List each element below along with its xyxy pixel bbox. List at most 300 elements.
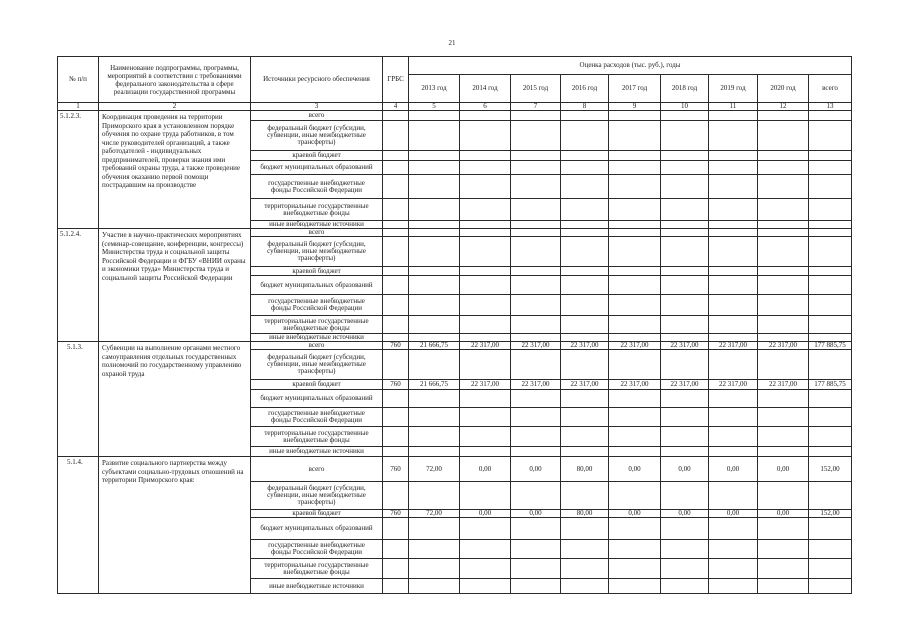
item-name-cell xyxy=(99,229,251,342)
year-value-cell xyxy=(709,121,758,151)
year-value-cell xyxy=(709,276,758,295)
year-value-cell xyxy=(460,540,511,559)
year-value-cell: 0,00 xyxy=(511,510,561,518)
year-value-cell xyxy=(409,267,460,276)
funding-source-cell: иные внебюджетные источники xyxy=(251,579,383,594)
funding-source-cell: краевой бюджет xyxy=(251,380,383,390)
item-number-cell: 5.1.2.4. xyxy=(58,229,99,342)
funding-source-cell: иные внебюджетные источники xyxy=(251,447,383,457)
year-value-cell xyxy=(460,111,511,121)
year-value-cell xyxy=(511,390,561,408)
year-value-cell: 21 666,75 xyxy=(409,342,460,350)
year-value-cell xyxy=(709,518,758,540)
year-value-cell xyxy=(409,518,460,540)
year-value-cell xyxy=(609,199,661,221)
year-value-cell xyxy=(709,267,758,276)
year-value-cell xyxy=(561,427,609,447)
year-value-cell xyxy=(758,237,809,267)
year-value-cell xyxy=(511,316,561,334)
year-value-cell xyxy=(758,175,809,199)
year-value-cell xyxy=(709,151,758,161)
year-value-cell xyxy=(460,518,511,540)
year-value-cell xyxy=(460,447,511,457)
year-value-cell xyxy=(460,151,511,161)
year-value-cell: 22 317,00 xyxy=(460,380,511,390)
column-number: 1 xyxy=(58,103,99,111)
total-value-cell xyxy=(809,408,852,427)
year-value-cell xyxy=(758,161,809,175)
year-value-cell xyxy=(460,175,511,199)
year-value-cell xyxy=(511,151,561,161)
funding-source-cell: государственные внебюджетные фонды Российской Федерации xyxy=(251,408,383,427)
total-value-cell xyxy=(809,161,852,175)
year-value-cell xyxy=(709,221,758,229)
year-value-cell xyxy=(709,540,758,559)
year-value-cell xyxy=(609,229,661,237)
item-name-text: Координация проведения на территории Приморского края в установленном порядке обучения по охране труда работников, в том числе руководителей организаций, а также работодателей - индивидуальных предпринимателей, проверки знания ими требований охраны труда, а также проведение обучения оказанию первой помощи пострадавшим на производстве xyxy=(102,113,240,189)
year-value-cell xyxy=(409,350,460,380)
year-value-cell xyxy=(460,408,511,427)
year-value-cell xyxy=(609,559,661,579)
year-value-cell xyxy=(511,199,561,221)
year-value-cell xyxy=(661,121,709,151)
year-value-cell xyxy=(561,350,609,380)
year-value-cell: 0,00 xyxy=(460,457,511,482)
year-value-cell xyxy=(609,579,661,594)
year-value-cell xyxy=(460,161,511,175)
year-value-cell xyxy=(709,482,758,510)
grbs-cell xyxy=(383,540,409,559)
year-value-cell xyxy=(609,390,661,408)
funding-source-cell: иные внебюджетные источники xyxy=(251,221,383,229)
grbs-cell xyxy=(383,161,409,175)
year-value-cell xyxy=(609,295,661,316)
year-value-cell xyxy=(709,229,758,237)
year-value-cell xyxy=(409,408,460,427)
year-value-cell xyxy=(709,350,758,380)
year-value-cell xyxy=(709,579,758,594)
item-name-cell xyxy=(99,457,251,594)
year-value-cell xyxy=(511,111,561,121)
year-value-cell xyxy=(661,408,709,427)
funding-source-cell: бюджет муниципальных образований xyxy=(251,276,383,295)
year-value-cell xyxy=(758,229,809,237)
total-value-cell xyxy=(809,221,852,229)
year-value-cell: 21 666,75 xyxy=(409,380,460,390)
funding-source-cell: иные внебюджетные источники xyxy=(251,334,383,342)
year-value-cell xyxy=(561,121,609,151)
total-value-cell xyxy=(809,427,852,447)
year-value-cell xyxy=(758,540,809,559)
year-value-cell xyxy=(609,540,661,559)
year-value-cell xyxy=(609,482,661,510)
table-body xyxy=(58,111,852,594)
grbs-cell xyxy=(383,199,409,221)
total-value-cell xyxy=(809,559,852,579)
column-number: 7 xyxy=(511,103,561,111)
year-value-cell xyxy=(561,295,609,316)
year-value-cell xyxy=(709,199,758,221)
year-value-cell xyxy=(409,199,460,221)
header-year: 2014 год xyxy=(460,75,511,103)
funding-source-cell: краевой бюджет xyxy=(251,151,383,161)
total-value-cell xyxy=(809,295,852,316)
table-row xyxy=(58,457,852,482)
grbs-cell xyxy=(383,229,409,237)
year-value-cell: 22 317,00 xyxy=(561,342,609,350)
year-value-cell: 22 317,00 xyxy=(758,380,809,390)
year-value-cell xyxy=(661,350,709,380)
year-value-cell xyxy=(561,161,609,175)
total-value-cell: 152,00 xyxy=(809,510,852,518)
year-value-cell xyxy=(609,350,661,380)
item-name-text: Развитие социального партнерства между субъектами социально-трудовых отношений на территории Приморского края: xyxy=(102,459,244,484)
funding-source-cell: государственные внебюджетные фонды Российской Федерации xyxy=(251,175,383,199)
grbs-cell xyxy=(383,121,409,151)
year-value-cell xyxy=(511,276,561,295)
grbs-cell xyxy=(383,111,409,121)
total-value-cell xyxy=(809,199,852,221)
grbs-cell xyxy=(383,267,409,276)
year-value-cell xyxy=(609,408,661,427)
year-value-cell xyxy=(460,276,511,295)
header-year: 2018 год xyxy=(661,75,709,103)
year-value-cell xyxy=(709,161,758,175)
year-value-cell xyxy=(609,316,661,334)
year-value-cell xyxy=(409,295,460,316)
year-value-cell xyxy=(609,237,661,267)
year-value-cell xyxy=(661,482,709,510)
year-value-cell xyxy=(758,482,809,510)
funding-source-cell: бюджет муниципальных образований xyxy=(251,390,383,408)
funding-source-cell: всего xyxy=(251,457,383,482)
year-value-cell xyxy=(460,267,511,276)
grbs-cell xyxy=(383,390,409,408)
year-value-cell xyxy=(460,237,511,267)
grbs-cell xyxy=(383,276,409,295)
grbs-cell xyxy=(383,579,409,594)
item-name-text: Участие в научно-практических мероприятиях (семинар-совещание, конференции, конгрессы) Министерства труда и социальной защиты Российской Федерации и ФГБУ «ВНИИ охраны и экономики труда» Министерства труда и социальной защиты Российской Федерации xyxy=(102,231,246,282)
year-value-cell xyxy=(661,518,709,540)
year-value-cell xyxy=(511,161,561,175)
year-value-cell: 22 317,00 xyxy=(561,380,609,390)
year-value-cell: 72,00 xyxy=(409,510,460,518)
year-value-cell xyxy=(758,111,809,121)
year-value-cell xyxy=(511,221,561,229)
year-value-cell xyxy=(409,111,460,121)
year-value-cell xyxy=(409,276,460,295)
year-value-cell xyxy=(460,316,511,334)
funding-source-cell: федеральный бюджет (субсидии, субвенции, иные межбюджетные трансферты) xyxy=(251,121,383,151)
column-number: 6 xyxy=(460,103,511,111)
total-value-cell xyxy=(809,237,852,267)
year-value-cell xyxy=(460,579,511,594)
year-value-cell: 0,00 xyxy=(758,457,809,482)
year-value-cell xyxy=(758,447,809,457)
year-value-cell xyxy=(460,390,511,408)
year-value-cell xyxy=(661,427,709,447)
year-value-cell xyxy=(709,390,758,408)
funding-source-cell: федеральный бюджет (субсидии, субвенции, иные межбюджетные трансферты) xyxy=(251,482,383,510)
year-value-cell: 0,00 xyxy=(609,457,661,482)
year-value-cell xyxy=(409,221,460,229)
header-item-name: Наименование подпрограммы, программы, мероприятий в соответствии с требованиями федерального законодательства в сфере реализации государственной программы xyxy=(99,57,251,103)
grbs-cell xyxy=(383,175,409,199)
year-value-cell: 80,00 xyxy=(561,510,609,518)
year-value-cell xyxy=(409,237,460,267)
year-value-cell xyxy=(661,540,709,559)
total-value-cell xyxy=(809,316,852,334)
year-value-cell xyxy=(661,390,709,408)
year-value-cell xyxy=(409,229,460,237)
header-year: 2020 год xyxy=(758,75,809,103)
year-value-cell xyxy=(609,427,661,447)
year-value-cell xyxy=(511,482,561,510)
total-value-cell: 177 885,75 xyxy=(809,342,852,350)
item-number-cell: 5.1.4. xyxy=(58,457,99,594)
total-value-cell xyxy=(809,121,852,151)
grbs-cell: 760 xyxy=(383,510,409,518)
resource-table xyxy=(57,56,852,594)
year-value-cell xyxy=(561,579,609,594)
header-estimate: Оценка расходов (тыс. руб.), годы xyxy=(409,57,852,75)
year-value-cell xyxy=(511,229,561,237)
header-source: Источники ресурсного обеспечения xyxy=(251,57,383,103)
header-year: 2017 год xyxy=(609,75,661,103)
year-value-cell xyxy=(661,559,709,579)
year-value-cell xyxy=(609,151,661,161)
year-value-cell xyxy=(758,221,809,229)
year-value-cell xyxy=(409,540,460,559)
year-value-cell xyxy=(561,276,609,295)
total-value-cell xyxy=(809,229,852,237)
funding-source-cell: всего xyxy=(251,111,383,121)
column-number: 10 xyxy=(661,103,709,111)
column-number: 3 xyxy=(251,103,383,111)
header-row xyxy=(58,57,852,75)
funding-source-cell: краевой бюджет xyxy=(251,267,383,276)
year-value-cell xyxy=(609,447,661,457)
table-row xyxy=(58,111,852,121)
year-value-cell xyxy=(561,518,609,540)
year-value-cell xyxy=(511,175,561,199)
year-value-cell xyxy=(661,447,709,457)
year-value-cell xyxy=(661,175,709,199)
year-value-cell: 0,00 xyxy=(609,510,661,518)
year-value-cell xyxy=(758,518,809,540)
year-value-cell xyxy=(409,390,460,408)
year-value-cell xyxy=(409,482,460,510)
year-value-cell xyxy=(661,151,709,161)
year-value-cell xyxy=(511,121,561,151)
funding-source-cell: всего xyxy=(251,342,383,350)
year-value-cell xyxy=(511,350,561,380)
year-value-cell xyxy=(511,427,561,447)
year-value-cell xyxy=(561,175,609,199)
funding-source-cell: территориальные государственные внебюджетные фонды xyxy=(251,559,383,579)
year-value-cell: 0,00 xyxy=(511,457,561,482)
grbs-cell xyxy=(383,151,409,161)
year-value-cell xyxy=(460,559,511,579)
column-number: 13 xyxy=(809,103,852,111)
year-value-cell xyxy=(661,316,709,334)
column-number: 9 xyxy=(609,103,661,111)
header-year: 2019 год xyxy=(709,75,758,103)
year-value-cell xyxy=(661,579,709,594)
year-value-cell xyxy=(609,518,661,540)
table-header xyxy=(58,57,852,111)
year-value-cell xyxy=(709,447,758,457)
year-value-cell xyxy=(561,151,609,161)
year-value-cell: 22 317,00 xyxy=(511,380,561,390)
year-value-cell xyxy=(758,316,809,334)
item-name-cell xyxy=(99,342,251,457)
grbs-cell: 760 xyxy=(383,457,409,482)
year-value-cell xyxy=(561,267,609,276)
grbs-cell: 760 xyxy=(383,380,409,390)
year-value-cell xyxy=(409,579,460,594)
funding-source-cell: федеральный бюджет (субсидии, субвенции, иные межбюджетные трансферты) xyxy=(251,350,383,380)
year-value-cell xyxy=(460,121,511,151)
total-value-cell xyxy=(809,276,852,295)
year-value-cell: 22 317,00 xyxy=(609,380,661,390)
item-name-text: Субвенции на выполнение органами местного самоуправления отдельных государственных полномочий по государственному управлению охраной труда xyxy=(102,344,242,378)
year-value-cell xyxy=(758,559,809,579)
year-value-cell xyxy=(460,482,511,510)
year-value-cell: 0,00 xyxy=(709,457,758,482)
year-value-cell xyxy=(709,175,758,199)
total-value-cell xyxy=(809,579,852,594)
year-value-cell xyxy=(709,237,758,267)
funding-source-cell: территориальные государственные внебюджетные фонды xyxy=(251,427,383,447)
year-value-cell xyxy=(758,350,809,380)
column-number: 2 xyxy=(99,103,251,111)
header-total: всего xyxy=(809,75,852,103)
total-value-cell xyxy=(809,447,852,457)
year-value-cell xyxy=(758,408,809,427)
year-value-cell xyxy=(709,408,758,427)
year-value-cell xyxy=(561,390,609,408)
year-value-cell xyxy=(661,295,709,316)
total-value-cell xyxy=(809,175,852,199)
year-value-cell xyxy=(511,579,561,594)
year-value-cell xyxy=(561,199,609,221)
year-value-cell xyxy=(561,540,609,559)
year-value-cell xyxy=(460,199,511,221)
year-value-cell xyxy=(409,447,460,457)
year-value-cell xyxy=(561,408,609,427)
column-numbers-row xyxy=(58,103,852,111)
year-value-cell: 0,00 xyxy=(758,510,809,518)
year-value-cell xyxy=(511,540,561,559)
year-value-cell xyxy=(561,111,609,121)
year-value-cell xyxy=(709,111,758,121)
funding-source-cell: территориальные государственные внебюджетные фонды xyxy=(251,199,383,221)
year-value-cell xyxy=(460,221,511,229)
year-value-cell xyxy=(561,221,609,229)
year-value-cell xyxy=(758,151,809,161)
funding-source-cell: бюджет муниципальных образований xyxy=(251,161,383,175)
column-number: 5 xyxy=(409,103,460,111)
year-value-cell xyxy=(460,350,511,380)
funding-source-cell: краевой бюджет xyxy=(251,510,383,518)
year-value-cell xyxy=(511,408,561,427)
year-value-cell xyxy=(409,559,460,579)
year-value-cell xyxy=(609,276,661,295)
table-row xyxy=(58,342,852,350)
grbs-cell xyxy=(383,295,409,316)
year-value-cell xyxy=(409,151,460,161)
year-value-cell xyxy=(609,175,661,199)
total-value-cell xyxy=(809,111,852,121)
grbs-cell xyxy=(383,427,409,447)
header-item-number: № п/п xyxy=(58,57,99,103)
year-value-cell xyxy=(661,161,709,175)
grbs-cell xyxy=(383,408,409,427)
total-value-cell: 177 885,75 xyxy=(809,380,852,390)
grbs-cell xyxy=(383,482,409,510)
grbs-cell: 760 xyxy=(383,342,409,350)
year-value-cell xyxy=(758,427,809,447)
year-value-cell: 22 317,00 xyxy=(661,342,709,350)
year-value-cell xyxy=(409,121,460,151)
year-value-cell xyxy=(561,447,609,457)
year-value-cell xyxy=(709,559,758,579)
year-value-cell: 22 317,00 xyxy=(609,342,661,350)
year-value-cell xyxy=(460,427,511,447)
grbs-cell xyxy=(383,559,409,579)
grbs-cell xyxy=(383,221,409,229)
total-value-cell xyxy=(809,350,852,380)
year-value-cell xyxy=(758,267,809,276)
year-value-cell xyxy=(661,237,709,267)
year-value-cell xyxy=(409,175,460,199)
year-value-cell xyxy=(758,579,809,594)
year-value-cell xyxy=(511,559,561,579)
column-number: 8 xyxy=(561,103,609,111)
table-row xyxy=(58,229,852,237)
year-value-cell: 22 317,00 xyxy=(661,380,709,390)
column-number: 11 xyxy=(709,103,758,111)
year-value-cell xyxy=(609,111,661,121)
year-value-cell xyxy=(661,221,709,229)
year-value-cell xyxy=(561,559,609,579)
column-number: 4 xyxy=(383,103,409,111)
year-value-cell xyxy=(609,121,661,151)
year-value-cell: 72,00 xyxy=(409,457,460,482)
total-value-cell: 152,00 xyxy=(809,457,852,482)
year-value-cell xyxy=(709,427,758,447)
year-value-cell xyxy=(758,390,809,408)
page-number: 21 xyxy=(448,39,456,47)
year-value-cell xyxy=(561,237,609,267)
year-value-cell: 22 317,00 xyxy=(709,342,758,350)
year-value-cell xyxy=(561,482,609,510)
year-value-cell: 0,00 xyxy=(661,457,709,482)
year-value-cell xyxy=(561,316,609,334)
year-value-cell xyxy=(511,295,561,316)
year-value-cell xyxy=(609,161,661,175)
year-value-cell xyxy=(511,267,561,276)
column-number: 12 xyxy=(758,103,809,111)
year-value-cell xyxy=(661,276,709,295)
year-value-cell xyxy=(758,121,809,151)
year-value-cell xyxy=(661,229,709,237)
year-value-cell xyxy=(661,199,709,221)
header-year: 2013 год xyxy=(409,75,460,103)
year-value-cell xyxy=(409,316,460,334)
funding-source-cell: бюджет муниципальных образований xyxy=(251,518,383,540)
